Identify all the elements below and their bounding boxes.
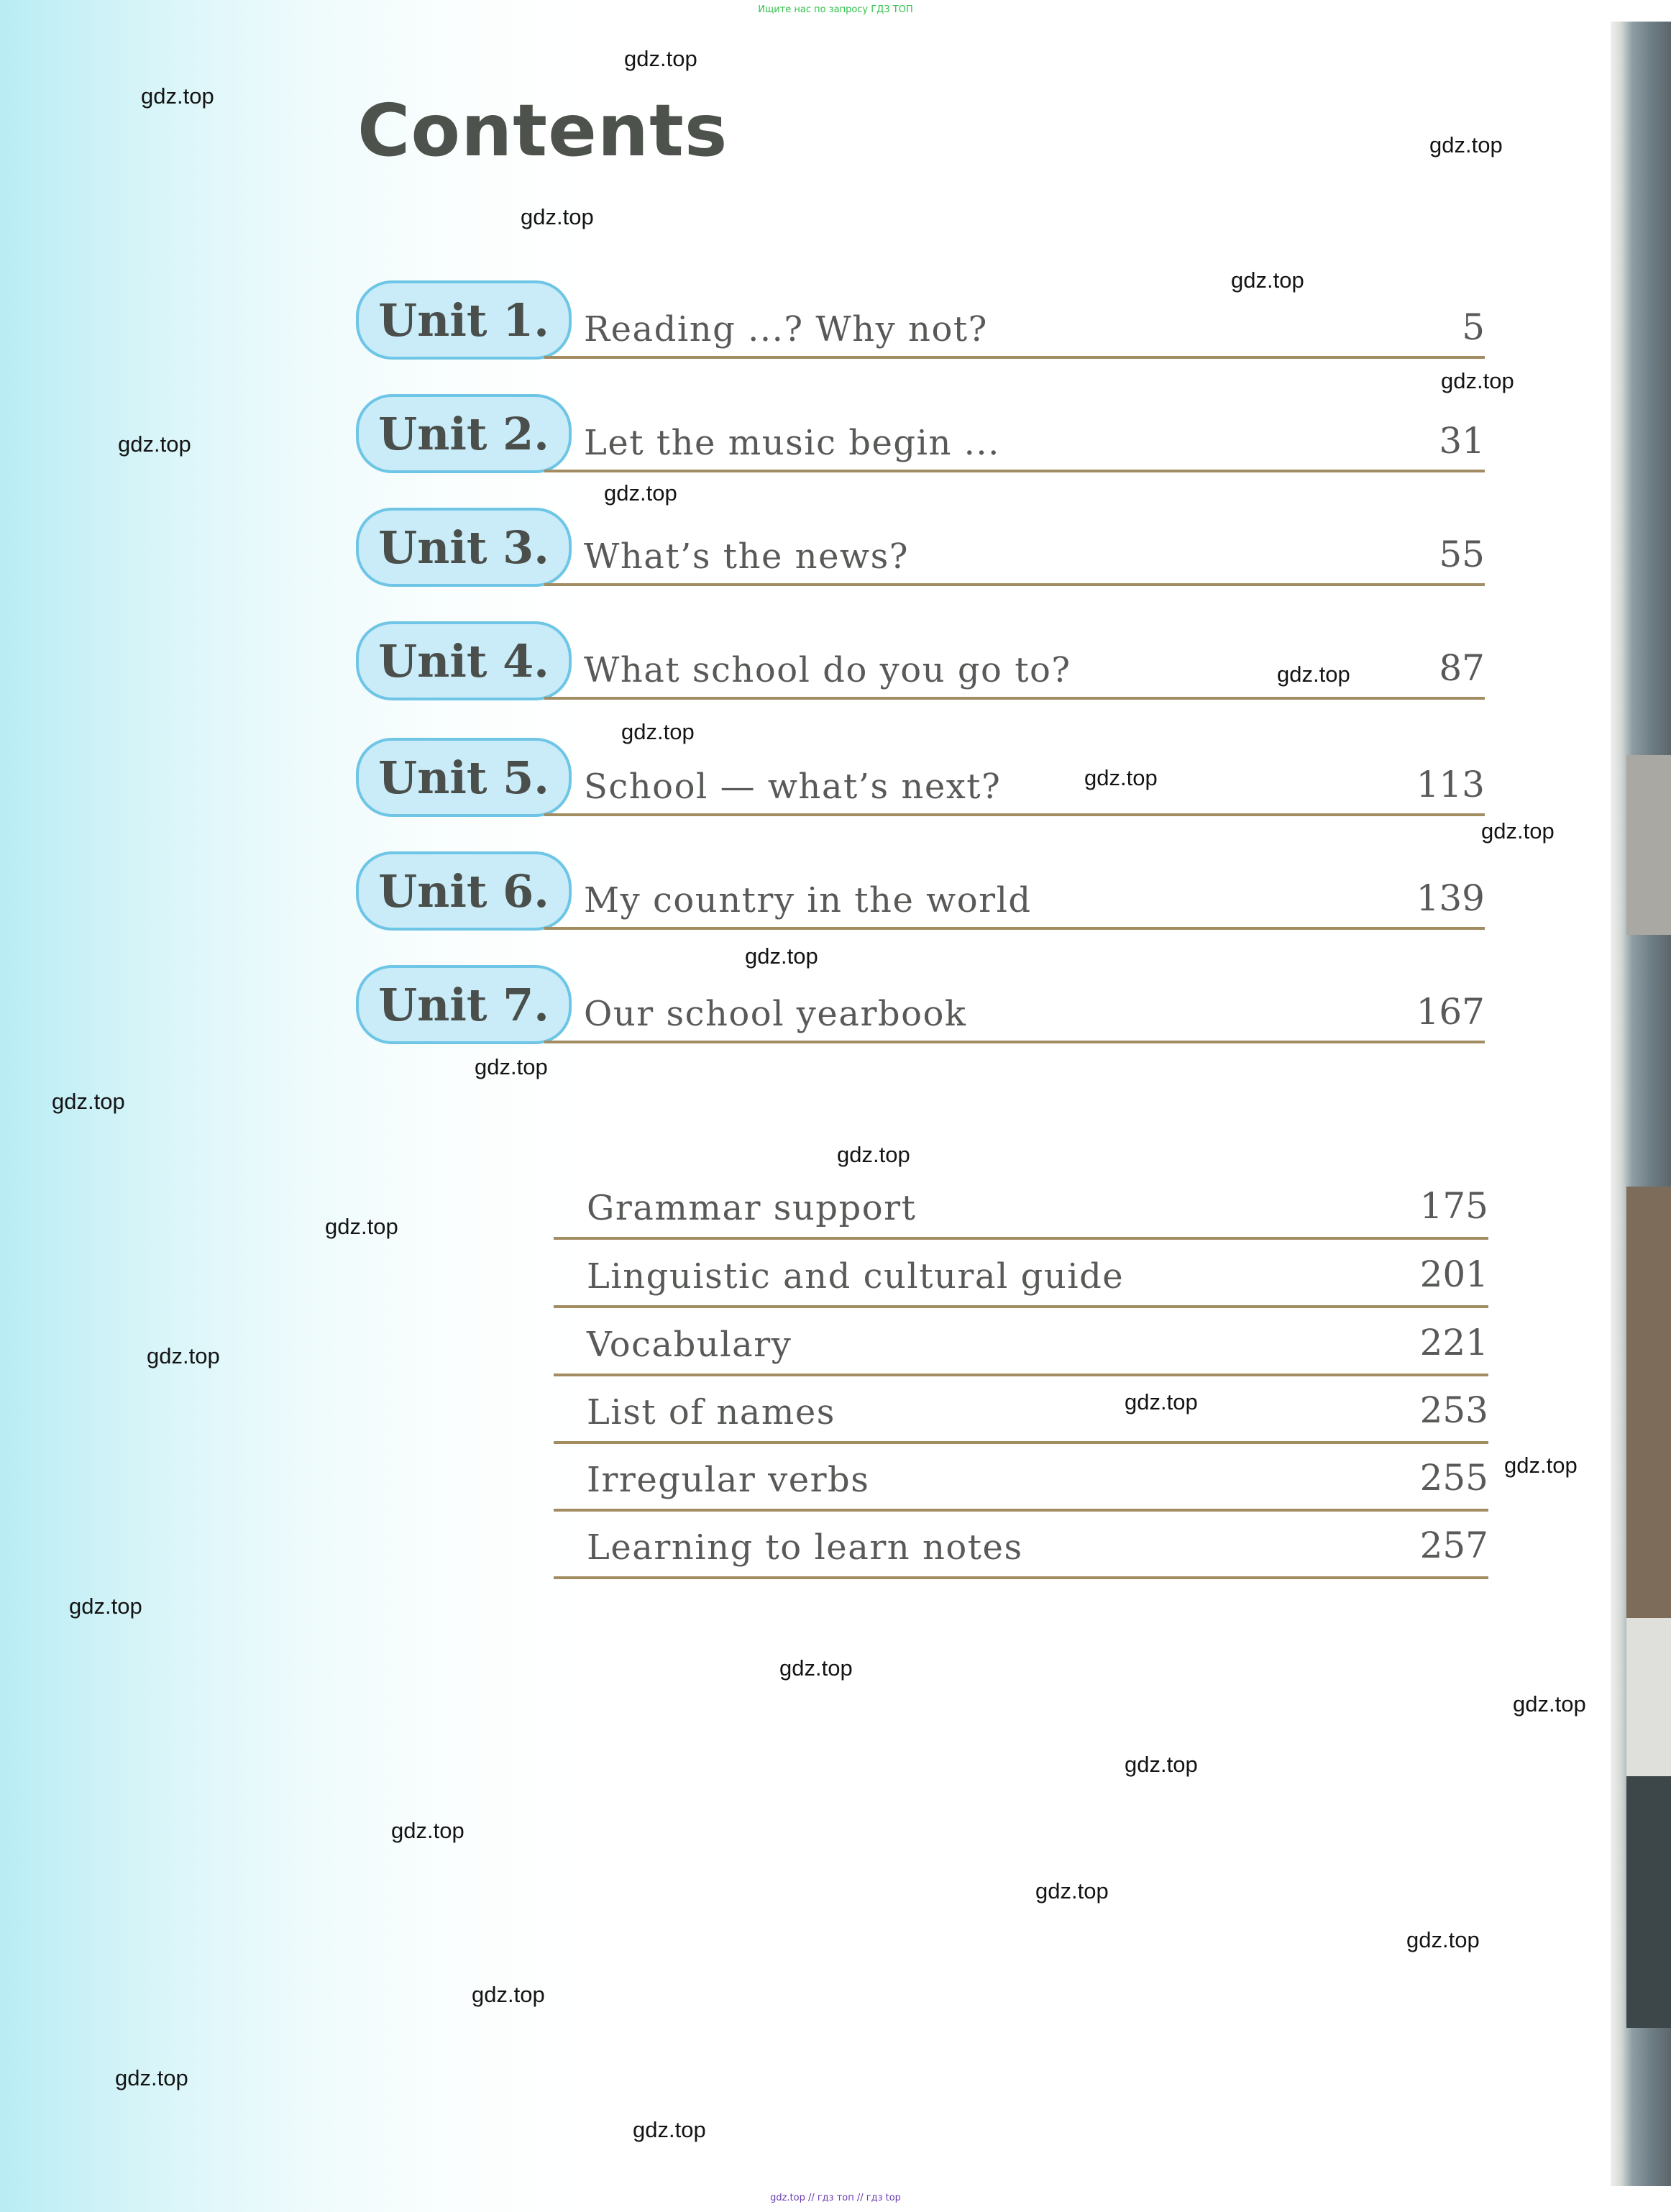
appendix-title: Vocabulary bbox=[587, 1325, 792, 1365]
unit-title: Let the music begin ... bbox=[584, 423, 1000, 463]
row-underline bbox=[544, 697, 1485, 700]
appendix-title: Irregular verbs bbox=[587, 1460, 870, 1500]
appendix-row[interactable] bbox=[554, 1382, 1488, 1450]
row-underline bbox=[554, 1576, 1488, 1579]
watermark: gdz.top bbox=[141, 83, 214, 109]
unit-badge: Unit 5. bbox=[356, 738, 572, 817]
unit-badge: Unit 1. bbox=[356, 280, 572, 360]
appendix-page-number: 201 bbox=[1419, 1253, 1488, 1295]
row-underline bbox=[544, 470, 1485, 472]
unit-page-number: 113 bbox=[1416, 764, 1485, 805]
row-underline bbox=[544, 927, 1485, 930]
spine-photo-strip bbox=[1626, 1618, 1671, 1776]
unit-row[interactable] bbox=[356, 280, 1485, 367]
appendix-page-number: 255 bbox=[1419, 1457, 1488, 1499]
spine-photo-strip bbox=[1626, 1187, 1671, 1618]
watermark: gdz.top bbox=[115, 2065, 188, 2090]
appendix-title: List of names bbox=[587, 1392, 836, 1432]
watermark: gdz.top bbox=[621, 719, 695, 744]
watermark: gdz.top bbox=[118, 431, 191, 457]
watermark: gdz.top bbox=[52, 1089, 125, 1114]
unit-row[interactable] bbox=[356, 508, 1485, 594]
unit-page-number: 31 bbox=[1439, 420, 1485, 462]
unit-badge: Unit 3. bbox=[356, 508, 572, 587]
unit-row[interactable] bbox=[356, 851, 1485, 938]
watermark: gdz.top bbox=[745, 943, 818, 969]
appendix-title: Grammar support bbox=[587, 1188, 917, 1228]
appendix-page-number: 221 bbox=[1419, 1322, 1488, 1363]
watermark: gdz.top bbox=[1035, 1878, 1109, 1903]
watermark: gdz.top bbox=[69, 1594, 142, 1619]
unit-page-number: 167 bbox=[1416, 991, 1485, 1033]
unit-badge: Unit 7. bbox=[356, 965, 572, 1044]
watermark: gdz.top bbox=[1084, 765, 1158, 790]
spine-photo-strip bbox=[1626, 1776, 1671, 2028]
appendix-title: Linguistic and cultural guide bbox=[587, 1256, 1125, 1297]
row-underline bbox=[554, 1237, 1488, 1240]
unit-page-number: 139 bbox=[1416, 877, 1485, 919]
row-underline bbox=[544, 813, 1485, 816]
unit-badge: Unit 4. bbox=[356, 621, 572, 700]
page-title: Contents bbox=[357, 88, 728, 173]
watermark: gdz.top bbox=[1277, 662, 1350, 687]
top-search-note: Ищите нас по запросу ГДЗ ТОП bbox=[758, 4, 913, 15]
watermark: gdz.top bbox=[1231, 268, 1304, 293]
unit-title: What school do you go to? bbox=[584, 650, 1071, 690]
watermark: gdz.top bbox=[837, 1142, 910, 1167]
row-underline bbox=[544, 356, 1485, 359]
watermark: gdz.top bbox=[1441, 368, 1514, 393]
unit-row[interactable] bbox=[356, 965, 1485, 1051]
watermark: gdz.top bbox=[779, 1655, 853, 1681]
unit-title: Our school yearbook bbox=[584, 994, 967, 1034]
appendix-page-number: 257 bbox=[1419, 1525, 1488, 1566]
watermark: gdz.top bbox=[1125, 1752, 1198, 1777]
watermark: gdz.top bbox=[325, 1214, 398, 1239]
unit-row[interactable] bbox=[356, 738, 1485, 824]
watermark: gdz.top bbox=[1429, 132, 1503, 157]
row-underline bbox=[544, 1041, 1485, 1043]
watermark: gdz.top bbox=[521, 204, 594, 229]
row-underline bbox=[554, 1374, 1488, 1376]
appendix-page-number: 253 bbox=[1419, 1389, 1488, 1431]
row-underline bbox=[554, 1441, 1488, 1444]
unit-title: What’s the news? bbox=[584, 536, 909, 577]
unit-title: My country in the world bbox=[584, 880, 1032, 920]
watermark: gdz.top bbox=[604, 480, 677, 506]
watermark: gdz.top bbox=[1125, 1389, 1198, 1415]
watermark: gdz.top bbox=[1504, 1453, 1578, 1478]
watermark: gdz.top bbox=[1406, 1927, 1480, 1952]
watermark: gdz.top bbox=[1481, 818, 1555, 844]
watermark: gdz.top bbox=[1513, 1691, 1586, 1717]
unit-badge: Unit 2. bbox=[356, 394, 572, 473]
appendix-row[interactable] bbox=[554, 1178, 1488, 1246]
unit-badge: Unit 6. bbox=[356, 851, 572, 931]
watermark: gdz.top bbox=[633, 2117, 706, 2142]
appendix-page-number: 175 bbox=[1419, 1185, 1488, 1227]
watermark: gdz.top bbox=[391, 1818, 464, 1843]
unit-title: Reading ...? Why not? bbox=[584, 309, 988, 349]
row-underline bbox=[554, 1305, 1488, 1308]
appendix-row[interactable] bbox=[554, 1315, 1488, 1382]
appendix-row[interactable] bbox=[554, 1246, 1488, 1314]
unit-page-number: 87 bbox=[1439, 647, 1485, 689]
unit-row[interactable] bbox=[356, 394, 1485, 480]
unit-page-number: 55 bbox=[1439, 534, 1485, 575]
spine-photo-strip bbox=[1626, 755, 1671, 935]
watermark: gdz.top bbox=[472, 1982, 545, 2007]
row-underline bbox=[544, 583, 1485, 586]
unit-page-number: 5 bbox=[1462, 306, 1485, 348]
bottom-note: gdz.top // гдз топ // гдз top bbox=[770, 2193, 901, 2203]
watermark: gdz.top bbox=[147, 1343, 220, 1368]
appendix-title: Learning to learn notes bbox=[587, 1527, 1023, 1568]
appendix-row[interactable] bbox=[554, 1517, 1488, 1585]
unit-title: School — what’s next? bbox=[584, 767, 1002, 807]
watermark: gdz.top bbox=[624, 46, 697, 71]
row-underline bbox=[554, 1509, 1488, 1512]
appendix-row[interactable] bbox=[554, 1450, 1488, 1517]
watermark: gdz.top bbox=[475, 1054, 548, 1079]
